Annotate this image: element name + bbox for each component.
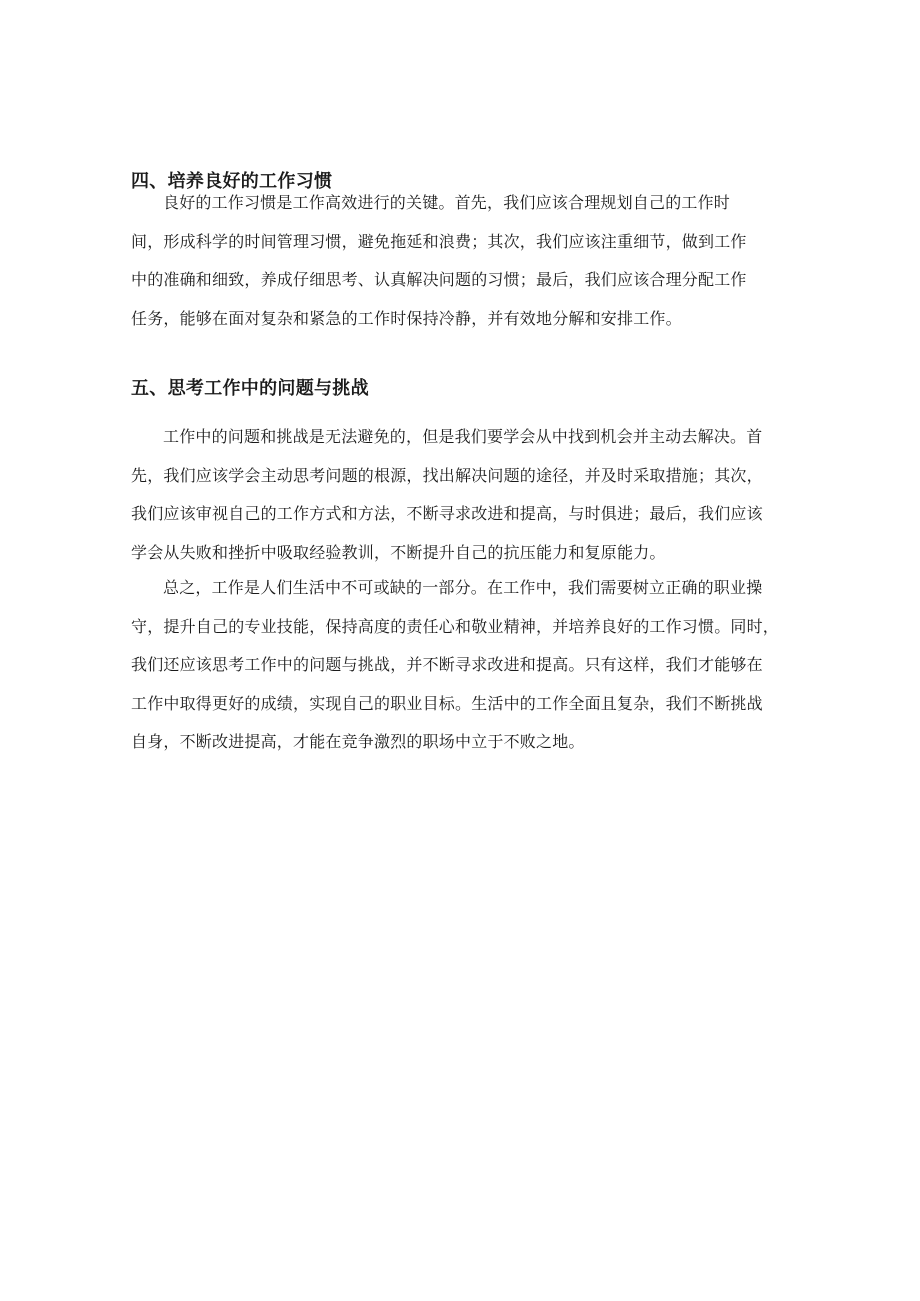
paragraph-line: 我们应该审视自己的工作方式和方法，不断寻求改进和提高，与时俱进；最后，我们应该 xyxy=(131,504,763,523)
paragraph-line: 良好的工作习惯是工作高效进行的关键。首先，我们应该合理规划自己的工作时 xyxy=(163,193,731,212)
section-heading-challenges: 五、思考工作中的问题与挑战 xyxy=(131,378,369,399)
paragraph-line: 自身，不断改进提高，才能在竞争激烈的职场中立于不败之地。 xyxy=(131,732,585,751)
paragraph-line: 总之，工作是人们生活中不可或缺的一部分。在工作中，我们需要树立正确的职业操 xyxy=(163,578,763,597)
section-heading-habits: 四、培养良好的工作习惯 xyxy=(131,171,333,192)
paragraph-line: 学会从失败和挫折中吸取经验教训，不断提升自己的抗压能力和复原能力。 xyxy=(131,542,666,562)
paragraph-line: 我们还应该思考工作中的问题与挑战，并不断寻求改进和提高。只有这样，我们才能够在 xyxy=(131,655,763,674)
paragraph-line: 先，我们应该学会主动思考问题的根源，找出解决问题的途径，并及时采取措施；其次， xyxy=(131,465,763,485)
paragraph-line: 中的准确和细致，养成仔细思考、认真解决问题的习惯；最后，我们应该合理分配工作 xyxy=(131,270,747,289)
paragraph-line: 工作中的问题和挑战是无法避免的，但是我们要学会从中找到机会并主动去解决。首 xyxy=(163,427,763,446)
paragraph-line: 任务，能够在面对复杂和紧急的工作时保持冷静，并有效地分解和安排工作。 xyxy=(131,308,682,328)
paragraph-line: 工作中取得更好的成绩，实现自己的职业目标。生活中的工作全面且复杂，我们不断挑战 xyxy=(131,693,763,713)
paragraph-habits xyxy=(131,184,791,338)
paragraph-challenges xyxy=(131,418,791,572)
paragraph-line: 守，提升自己的专业技能，保持高度的责任心和敬业精神，并培养良好的工作习惯。同时， xyxy=(131,616,780,636)
paragraph-line: 间，形成科学的时间管理习惯，避免拖延和浪费；其次，我们应该注重细节，做到工作 xyxy=(131,231,747,251)
paragraph-conclusion xyxy=(131,569,791,762)
